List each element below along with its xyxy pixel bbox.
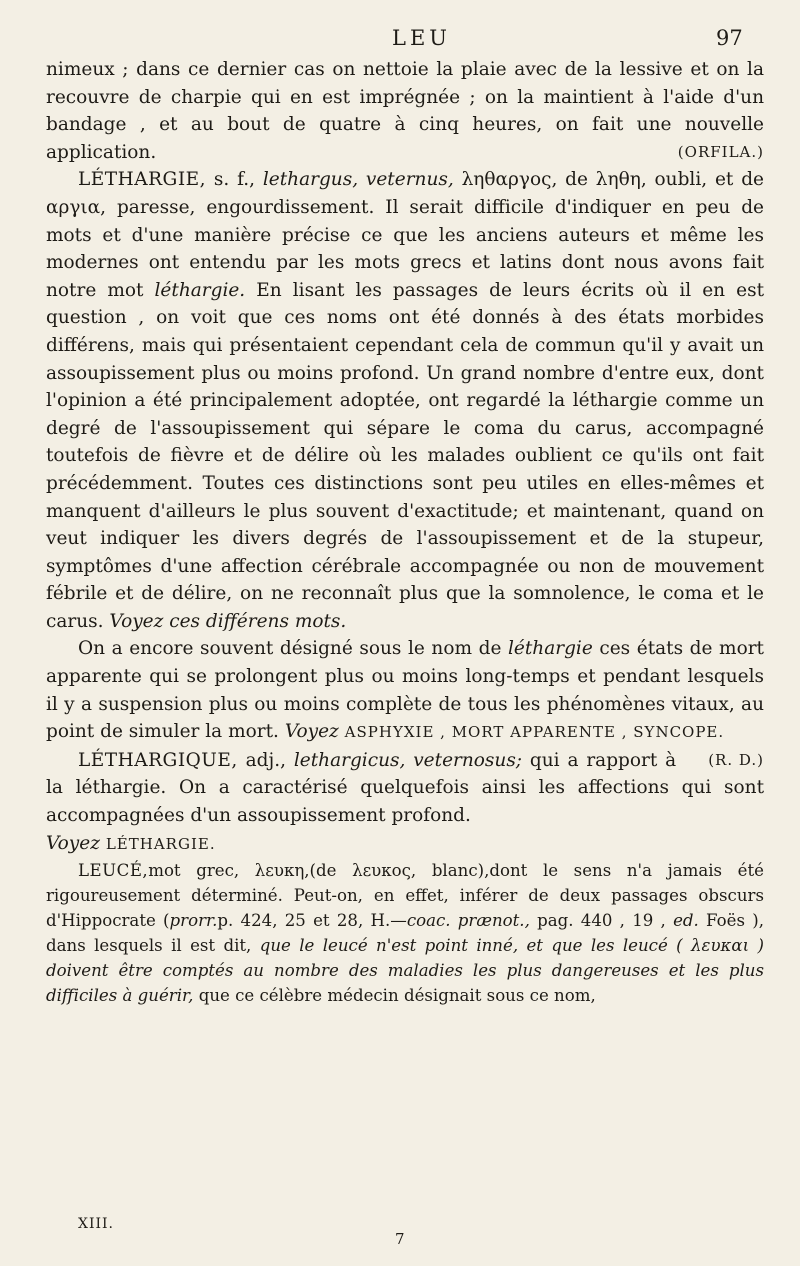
paragraph-text: pag. 440 , 19 , [529, 911, 674, 931]
quotation: que le leucé n'est point inné, et que les leucé ( λευκαι ) doivent être comptés au nombre des maladies les plus dangereuses et les plus difficiles à guérir, [46, 936, 764, 1006]
paragraph-text: p. 424, 25 et 28, H.— [217, 911, 407, 931]
reference: prorr. [169, 911, 218, 931]
cross-reference: Voyez ces différens mots. [109, 610, 347, 632]
paragraph-text: s. f., [206, 169, 263, 191]
entry-lethargique [46, 747, 764, 858]
page-number: 97 [716, 26, 743, 50]
paragraph-text: adj., [237, 749, 294, 771]
paragraph-text: que ce célèbre médecin désignait sous ce nom, [193, 986, 596, 1006]
reference: coac. prænot., [406, 911, 530, 931]
headword: LÉTHARGIE, [78, 169, 207, 191]
paragraph-text: ληθαργος, de ληθη, oubli, et de αργια, paresse, engourdissement. Il serait difficile d'indiquer en peu de mots et d'une manière précise ce que les anciens auteurs et même les modernes ont entendu par les mots grecs et latins dont nous avons fait notre mot [46, 169, 764, 301]
paragraph-text: Foës ), dans lesquels il est dit, [46, 911, 764, 956]
entry-lethargie [46, 166, 764, 635]
paragraph-text: En lisant les passages de leurs écrits où il en est question , on voit que ces noms ont été donnés à des états morbides différens, mais qui présentaient cependant cela de commun qu'il y avait un assoupissement plus ou moins profond. Un grand nombre d'entre eux, dont l'opinion a été principalement adoptée, ont regardé la léthargie comme un degré de l'assoupissement qui sépare le coma du carus, accompagné toutefois de fièvre et de délire où les malades oublient ce qu'ils ont fait précédemment. Toutes ces distinctions sont peu utiles en elles-mêmes et manquent d'ailleurs le plus souvent d'exactitude; et maintenant, quand on veut indiquer les divers degrés de l'assoupissement et de la stupeur, symptômes d'une affection cérébrale accompagnée ou non de mouvement fébrile et de délire, on ne reconnaît plus que la somnolence, le coma et le carus. [46, 279, 764, 632]
see-label: Voyez [46, 832, 100, 854]
cross-reference: ASPHYXIE , MORT APPARENTE , SYNCOPE. [344, 723, 725, 742]
reference: ed. [673, 911, 699, 931]
paragraph-continuation [46, 56, 764, 166]
entry-leuce [46, 858, 764, 1008]
headword: LEUCÉ, [78, 861, 149, 881]
signature-mark: XIII. [78, 1216, 115, 1232]
latin-terms: lethargicus, veternosus; [293, 749, 523, 771]
page-header [0, 26, 800, 56]
term: léthargie. [154, 279, 246, 301]
running-head: LEU [392, 26, 451, 50]
paragraph-text: mot grec, λευκη,(de λευκος, blanc),dont le sens n'a jamais été rigoureusement déterminé. Peut-on, en effet, inférer de deux passages obscurs d'Hippocrate ( [46, 861, 764, 931]
paragraph-text: On a encore souvent désigné sous le nom de [78, 638, 508, 660]
paragraph-text: ces états de mort apparente qui se prolongent plus ou moins long-temps et pendant lesquels il y a suspension plus ou moins complète de tous les phénomènes vitaux, au point de simuler la mort. [46, 638, 764, 743]
paragraph-text: nimeux ; dans ce dernier cas on nettoie la plaie avec de la lessive et on la recouvre de charpie qui en est imprégnée ; on la maintient à l'aide d'un bandage , et au bout de quatre à cinq heures, on fait une nouvelle application. [46, 59, 764, 163]
latin-terms: lethargus, veternus, [262, 169, 454, 191]
gathering-number: 7 [395, 1230, 405, 1248]
page-footer [0, 1216, 800, 1256]
author-attribution: (R. D.) [708, 750, 764, 769]
dictionary-text [46, 56, 764, 1008]
cross-reference: LÉTHARGIE. [105, 834, 216, 853]
see-label: Voyez [284, 721, 339, 743]
headword: LÉTHARGIQUE, [78, 749, 238, 771]
author-attribution: (ORFILA.) [677, 142, 764, 161]
term: léthargie [507, 638, 593, 660]
paragraph-text: qui a rapport à la léthargie. On a caractérisé quelquefois ainsi les affections qui sont accompagnées d'un assoupissement profond. [46, 749, 764, 827]
